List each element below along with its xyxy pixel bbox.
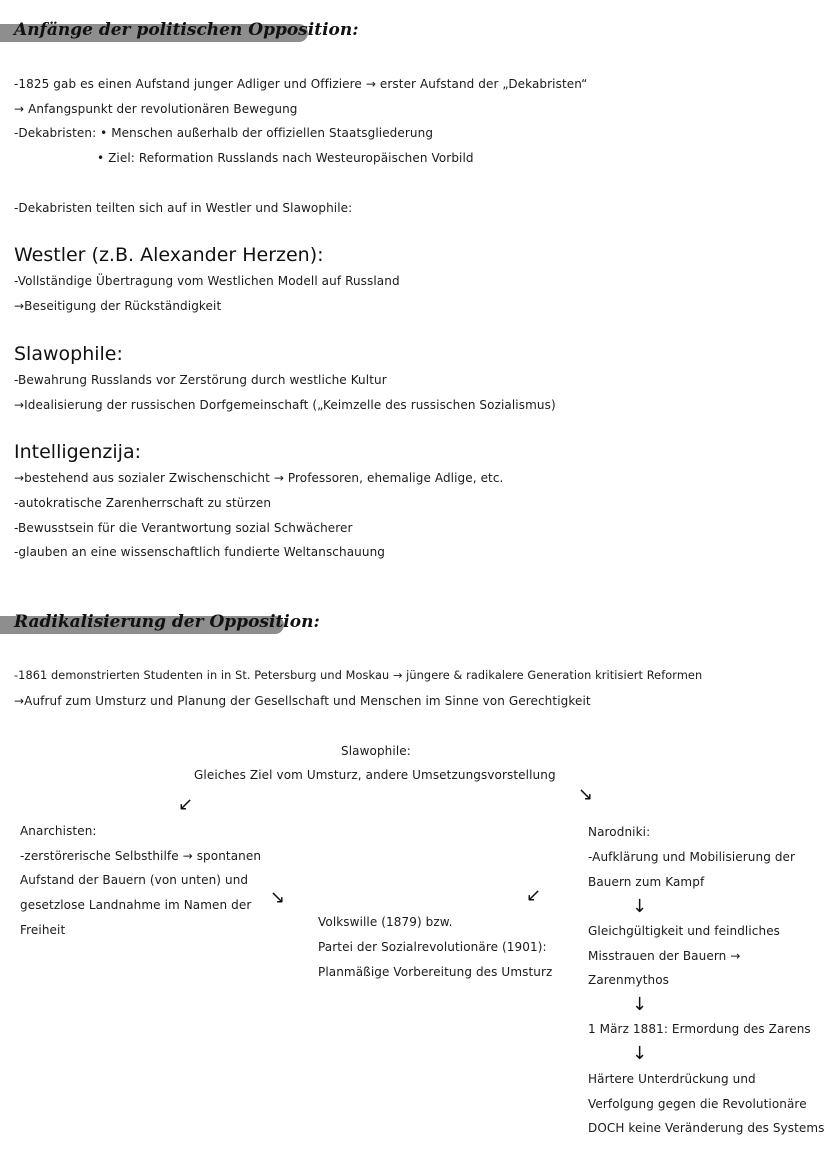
text-line: →Beseitigung der Rückständigkeit [14, 299, 222, 313]
intelligenzija-title: Intelligenzija: [14, 441, 141, 463]
text-line: → Anfangspunkt der revolutionären Bewegung [14, 102, 298, 116]
anarchisten-title: Anarchisten: [20, 824, 97, 838]
arrow-down-right-icon: ↘ [578, 784, 594, 805]
text-line: Freiheit [20, 923, 66, 937]
arrow-down-icon: ↓ [632, 1043, 648, 1064]
text-line: -Dekabristen: • Menschen außerhalb der offiziellen Staatsgliederung [14, 126, 434, 140]
diagram-top-title: Slawophile: [341, 744, 411, 758]
text-line: -Dekabristen teilten sich auf in Westler und Slawophile: [14, 201, 353, 215]
text-line: Bauern zum Kampf [588, 875, 705, 889]
section2-heading: Radikalisierung der Opposition: [14, 612, 320, 632]
text-line: Misstrauen der Bauern → [588, 949, 741, 963]
text-line: -1825 gab es einen Aufstand junger Adliger und Offiziere → erster Aufstand der „Dekabristen“ [14, 77, 588, 91]
arrow-down-left-icon: ↙ [526, 885, 542, 906]
text-line: →Idealisierung der russischen Dorfgemeinschaft („Keimzelle des russischen Sozialismus) [14, 398, 556, 412]
text-line: -Bewusstsein für die Verantwortung sozial Schwächerer [14, 521, 353, 535]
text-line: -Vollständige Übertragung vom Westlichen Modell auf Russland [14, 274, 400, 288]
text-line: Aufstand der Bauern (von unten) und [20, 873, 249, 887]
text-line: Partei der Sozialrevolutionäre (1901): [318, 940, 547, 954]
arrow-down-right-icon: ↘ [270, 887, 286, 908]
text-line: DOCH keine Veränderung des Systems [588, 1121, 825, 1135]
text-line: Härtere Unterdrückung und [588, 1072, 756, 1086]
arrow-down-left-icon: ↙ [178, 794, 194, 815]
volkswille-line: Volkswille (1879) bzw. [318, 915, 453, 929]
text-line: -Bewahrung Russlands vor Zerstörung durch westliche Kultur [14, 373, 387, 387]
text-line: -1861 demonstrierten Studenten in in St. Petersburg und Moskau → jüngere & radikalere Generation kritisiert Reformen [14, 669, 703, 682]
text-line: Gleichgültigkeit und feindliches [588, 924, 781, 938]
text-line: 1 März 1881: Ermordung des Zarens [588, 1022, 811, 1036]
text-line: • Ziel: Reformation Russlands nach Westeuropäischen Vorbild [97, 151, 474, 165]
text-line: -autokratische Zarenherrschaft zu stürzen [14, 496, 272, 510]
westler-title: Westler (z.B. Alexander Herzen): [14, 244, 324, 266]
text-line: Planmäßige Vorbereitung des Umsturz [318, 965, 553, 979]
arrow-down-icon: ↓ [632, 896, 648, 917]
text-line: gesetzlose Landnahme im Namen der [20, 898, 252, 912]
narodniki-title: Narodniki: [588, 825, 651, 839]
text-line: Verfolgung gegen die Revolutionäre [588, 1097, 807, 1111]
text-line: Zarenmythos [588, 973, 670, 987]
section1-heading: Anfänge der politischen Opposition: [14, 20, 359, 40]
arrow-down-icon: ↓ [632, 994, 648, 1015]
text-line: -glauben an eine wissenschaftlich fundierte Weltanschauung [14, 545, 385, 559]
text-line: →bestehend aus sozialer Zwischenschicht → Professoren, ehemalige Adlige, etc. [14, 471, 504, 485]
text-line: -zerstörerische Selbsthilfe → spontanen [20, 849, 262, 863]
slawophile-title: Slawophile: [14, 343, 123, 365]
text-line: -Aufklärung und Mobilisierung der [588, 850, 796, 864]
diagram-top-subtitle: Gleiches Ziel vom Umsturz, andere Umsetzungsvorstellung [194, 768, 556, 782]
text-line: →Aufruf zum Umsturz und Planung der Gesellschaft und Menschen im Sinne von Gerechtigkeit [14, 694, 591, 708]
